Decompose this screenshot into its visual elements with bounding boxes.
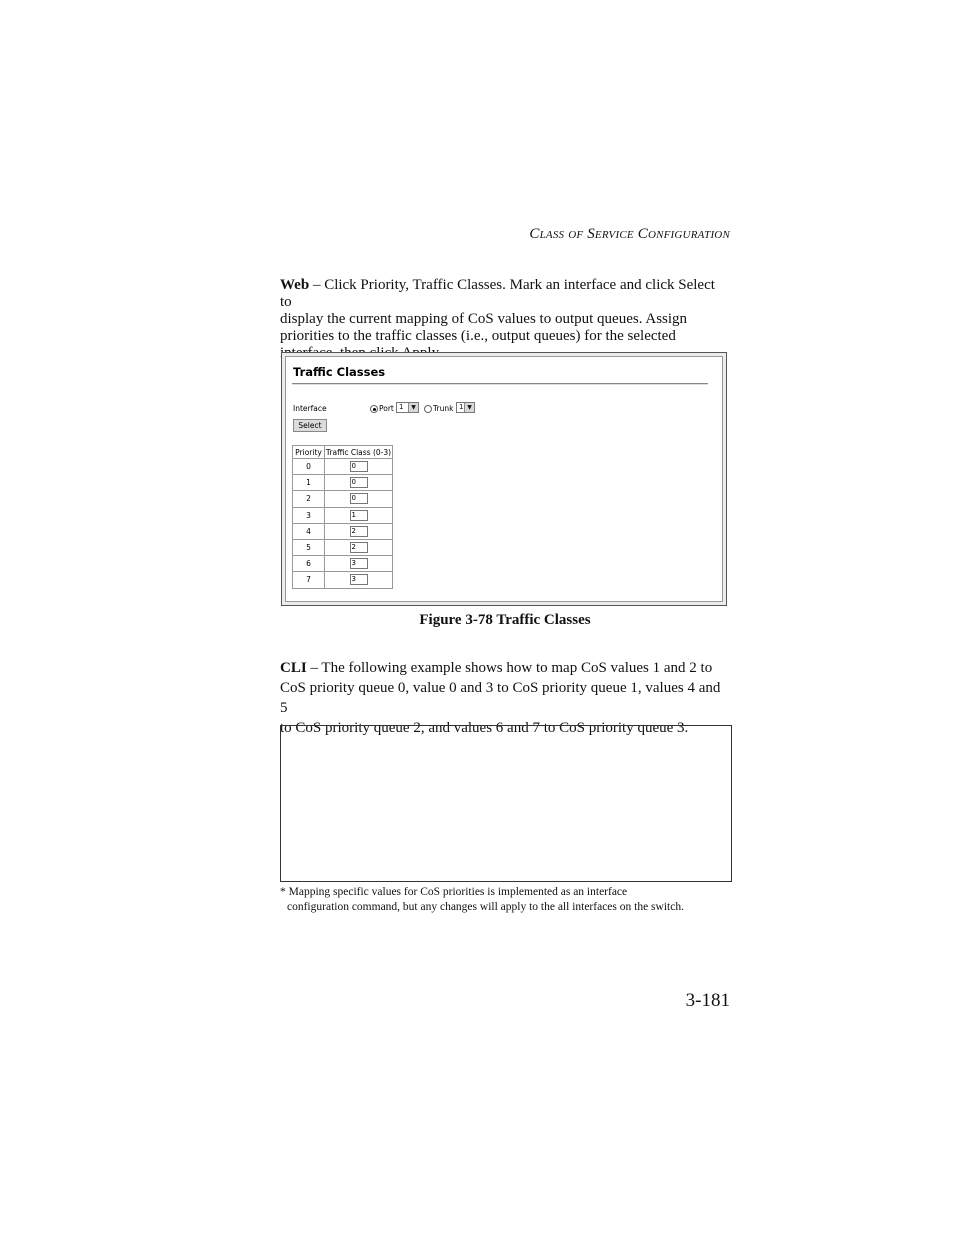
cli-example-box — [280, 725, 732, 882]
title-divider — [292, 383, 708, 385]
trunk-select[interactable] — [456, 402, 475, 413]
priority-cell: 6 — [293, 556, 325, 572]
class-cell — [325, 556, 393, 572]
chevron-down-icon: ▼ — [408, 403, 418, 412]
chevron-down-icon: ▼ — [464, 403, 474, 412]
figure-caption: Figure 3-78 Traffic Classes — [419, 612, 591, 628]
traffic-class-input[interactable]: 3 — [350, 558, 368, 569]
traffic-class-input[interactable]: 2 — [350, 542, 368, 553]
web-line-2: display the current mapping of CoS values to output queues. Assign — [280, 311, 688, 327]
table-row — [293, 523, 393, 539]
class-cell — [325, 572, 393, 588]
traffic-classes-screenshot — [281, 352, 727, 606]
web-paragraph — [280, 277, 730, 362]
traffic-class-input[interactable]: 0 — [350, 461, 368, 472]
priority-cell: 7 — [293, 572, 325, 588]
class-cell — [325, 539, 393, 555]
header-priority: Priority — [293, 446, 325, 459]
screenshot-title: Traffic Classes — [293, 365, 386, 379]
cli-lead: CLI — [280, 660, 307, 676]
traffic-class-input[interactable]: 1 — [350, 510, 368, 521]
screenshot-panel — [285, 356, 723, 602]
traffic-class-table — [292, 445, 393, 589]
table-row — [293, 556, 393, 572]
traffic-class-input[interactable]: 2 — [350, 526, 368, 537]
footnote — [280, 885, 740, 915]
port-select-value: 1 — [399, 403, 404, 411]
select-button[interactable]: Select — [293, 419, 327, 432]
web-line-1: – Click Priority, Traffic Classes. Mark an interface and click Select to — [280, 277, 715, 310]
traffic-class-input[interactable]: 3 — [350, 574, 368, 585]
cli-line-2: CoS priority queue 0, value 0 and 3 to CoS priority queue 1, values 4 and 5 — [280, 680, 721, 716]
port-label: Port — [379, 404, 394, 413]
table-row — [293, 459, 393, 475]
class-cell — [325, 507, 393, 523]
web-line-3: priorities to the traffic classes (i.e., output queues) for the selected — [280, 328, 676, 344]
priority-cell: 1 — [293, 475, 325, 491]
cli-line-1: – The following example shows how to map CoS values 1 and 2 to — [306, 660, 713, 676]
running-header: Class of Service Configuration — [529, 226, 730, 242]
header-traffic-class: Traffic Class (0-3) — [325, 447, 392, 457]
table-row — [293, 572, 393, 588]
priority-cell: 4 — [293, 523, 325, 539]
footnote-line-2: configuration command, but any changes will apply to the all interfaces on the switch. — [287, 901, 684, 913]
priority-cell: 2 — [293, 491, 325, 507]
class-cell — [325, 475, 393, 491]
table-row — [293, 491, 393, 507]
class-cell — [325, 459, 393, 475]
table-row — [293, 507, 393, 523]
traffic-class-input[interactable]: 0 — [350, 477, 368, 488]
footnote-line-1: * Mapping specific values for CoS priorities is implemented as an interface — [280, 886, 628, 898]
web-lead: Web — [280, 277, 310, 293]
table-row — [293, 475, 393, 491]
priority-cell: 0 — [293, 459, 325, 475]
traffic-class-input[interactable]: 0 — [350, 493, 368, 504]
priority-cell: 5 — [293, 539, 325, 555]
class-cell — [325, 523, 393, 539]
trunk-label: Trunk — [433, 404, 454, 413]
class-cell — [325, 491, 393, 507]
port-radio[interactable] — [370, 405, 378, 413]
table-row — [293, 539, 393, 555]
cli-line-3: to CoS priority queue 2, and values 6 and 7 to CoS priority queue 3. — [280, 720, 689, 736]
trunk-select-value: 1 — [459, 403, 464, 411]
trunk-radio[interactable] — [424, 405, 432, 413]
interface-label: Interface — [293, 404, 327, 413]
page-number: 3-181 — [685, 990, 730, 1011]
table-header-row — [293, 446, 393, 459]
priority-cell: 3 — [293, 507, 325, 523]
port-select[interactable] — [396, 402, 419, 413]
